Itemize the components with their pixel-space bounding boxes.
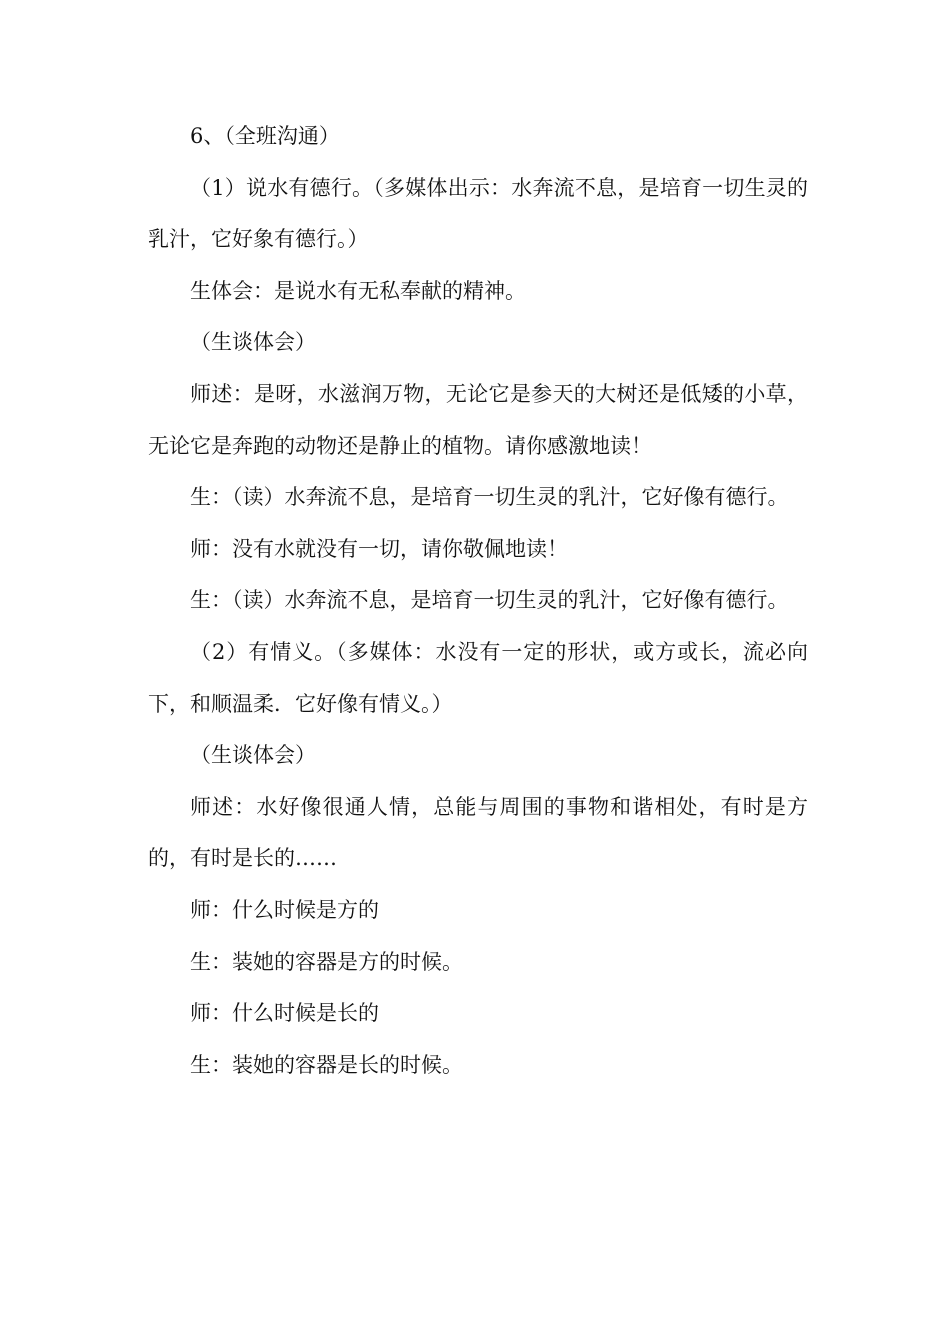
paragraph: （1）说水有德行。（多媒体出示：水奔流不息，是培育一切生灵的乳汁，它好象有德行。） <box>148 175 808 252</box>
document-body <box>148 111 808 1091</box>
paragraph: （生谈体会） <box>190 743 316 768</box>
paragraph: （2）有情义。（多媒体：水没有一定的形状，或方或长，流必向下，和顺温柔．它好像有情义。） <box>148 639 808 716</box>
paragraph: 生：（读）水奔流不息，是培育一切生灵的乳汁，它好像有德行。 <box>190 588 789 613</box>
paragraph: 师述：水好像很通人情，总能与周围的事物和谐相处，有时是方的，有时是长的…… <box>148 794 808 871</box>
paragraph: 生：（读）水奔流不息，是培育一切生灵的乳汁，它好像有德行。 <box>190 485 789 510</box>
paragraph: （生谈体会） <box>190 330 316 355</box>
paragraph: 师：没有水就没有一切，请你敬佩地读！ <box>190 536 568 561</box>
paragraph: 生体会：是说水有无私奉献的精神。 <box>190 278 526 303</box>
paragraph: 师：什么时候是方的 <box>190 897 379 922</box>
paragraph: 生：装她的容器是长的时候。 <box>190 1052 463 1077</box>
paragraph: 师述：是呀，水滋润万物，无论它是参天的大树还是低矮的小草，无论它是奔跑的动物还是静止的植物。请你感激地读！ <box>148 381 808 458</box>
paragraph: 生：装她的容器是方的时候。 <box>190 949 463 974</box>
paragraph: 师：什么时候是长的 <box>190 1001 379 1026</box>
section-heading: 6、（全班沟通） <box>190 124 340 148</box>
